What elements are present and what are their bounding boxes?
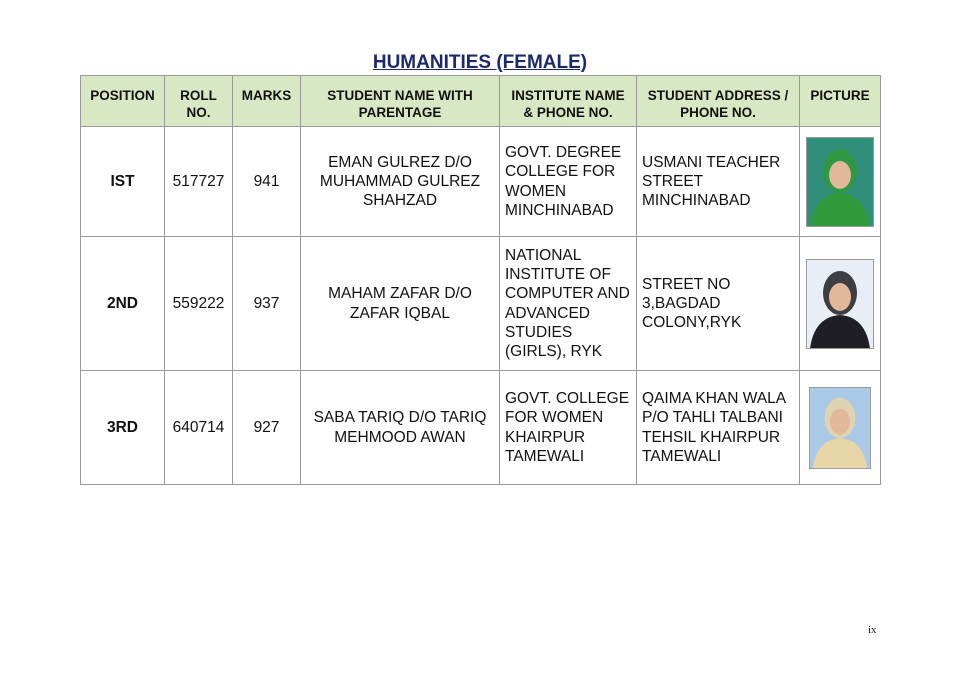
student-photo — [806, 259, 874, 349]
header-position: POSITION — [81, 76, 165, 127]
address-cell: STREET NO 3,BAGDAD COLONY,RYK — [637, 237, 800, 371]
institute-cell: GOVT. DEGREE COLLEGE FOR WOMEN MINCHINABAD — [500, 127, 637, 237]
table-header-row — [81, 76, 881, 127]
marks-cell: 927 — [233, 371, 301, 485]
picture-cell — [800, 127, 881, 237]
institute-cell: GOVT. COLLEGE FOR WOMEN KHAIRPUR TAMEWALI — [500, 371, 637, 485]
roll-no-cell: 640714 — [165, 371, 233, 485]
results-table — [80, 75, 881, 485]
header-picture: PICTURE — [800, 76, 881, 127]
marks-cell: 941 — [233, 127, 301, 237]
header-address: STUDENT ADDRESS / PHONE NO. — [637, 76, 800, 127]
position-cell: IST — [81, 127, 165, 237]
marks-cell: 937 — [233, 237, 301, 371]
header-institute: INSTITUTE NAME & PHONE NO. — [500, 76, 637, 127]
table-row — [81, 127, 881, 237]
page-title: HUMANITIES (FEMALE) — [372, 52, 588, 73]
roll-no-cell: 559222 — [165, 237, 233, 371]
student-name-cell: EMAN GULREZ D/O MUHAMMAD GULREZ SHAHZAD — [301, 127, 500, 237]
position-cell: 2ND — [81, 237, 165, 371]
header-roll-no: ROLL NO. — [165, 76, 233, 127]
header-marks: MARKS — [233, 76, 301, 127]
position-cell: 3RD — [81, 371, 165, 485]
student-photo — [806, 137, 874, 227]
table-row — [81, 371, 881, 485]
institute-cell: NATIONAL INSTITUTE OF COMPUTER AND ADVANCED STUDIES (GIRLS), RYK — [500, 237, 637, 371]
picture-cell — [800, 371, 881, 485]
address-cell: USMANI TEACHER STREET MINCHINABAD — [637, 127, 800, 237]
student-photo — [809, 387, 871, 469]
table-row — [81, 237, 881, 371]
roll-no-cell: 517727 — [165, 127, 233, 237]
picture-cell — [800, 237, 881, 371]
header-student-name: STUDENT NAME WITH PARENTAGE — [301, 76, 500, 127]
page-number: ix — [868, 624, 877, 636]
student-name-cell: MAHAM ZAFAR D/O ZAFAR IQBAL — [301, 237, 500, 371]
student-name-cell: SABA TARIQ D/O TARIQ MEHMOOD AWAN — [301, 371, 500, 485]
address-cell: QAIMA KHAN WALA P/O TAHLI TALBANI TEHSIL KHAIRPUR TAMEWALI — [637, 371, 800, 485]
